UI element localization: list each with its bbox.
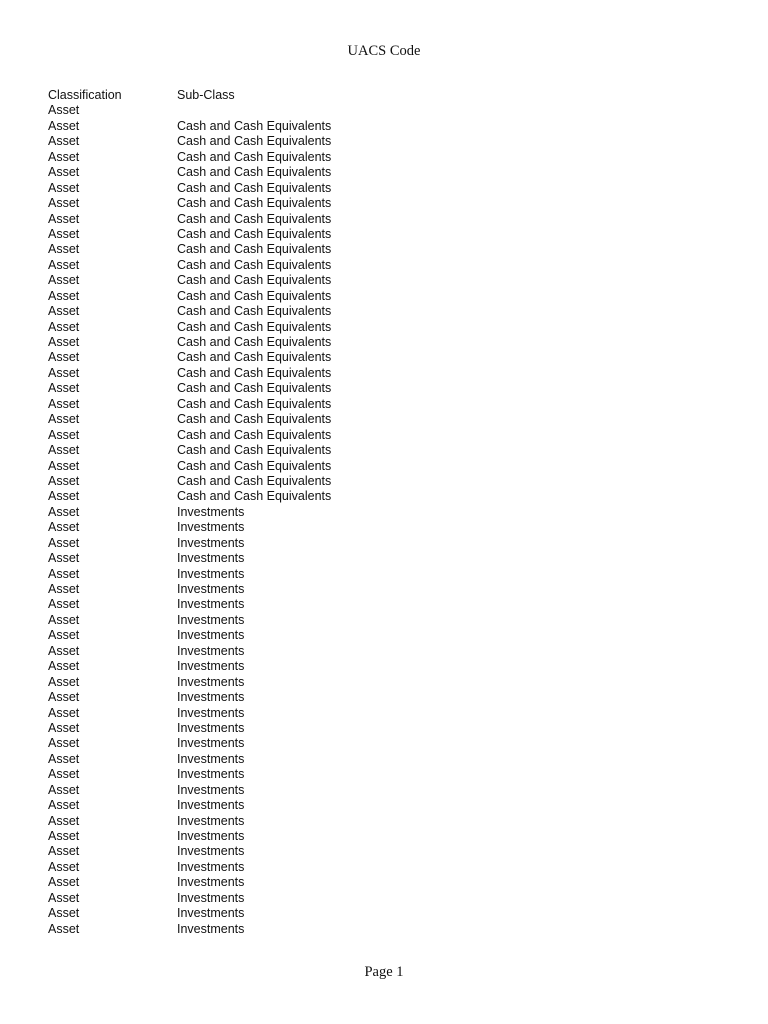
classification-cell: Asset xyxy=(48,458,80,473)
table-row xyxy=(48,891,728,906)
classification-cell: Asset xyxy=(48,535,80,550)
table-row xyxy=(48,227,728,242)
sub-class-cell: Cash and Cash Equivalents xyxy=(177,134,332,149)
sub-class-cell: Cash and Cash Equivalents xyxy=(177,365,332,380)
classification-cell: Asset xyxy=(48,890,80,905)
sub-class-cell: Cash and Cash Equivalents xyxy=(177,319,332,334)
table-row xyxy=(48,212,728,227)
table-row xyxy=(48,659,728,674)
table-row xyxy=(48,196,728,211)
classification-cell: Asset xyxy=(48,906,80,921)
classification-cell: Asset xyxy=(48,196,80,211)
sub-class-cell: Cash and Cash Equivalents xyxy=(177,288,332,303)
sub-class-cell: Cash and Cash Equivalents xyxy=(177,473,332,488)
classification-cell: Asset xyxy=(48,551,80,566)
classification-cell: Asset xyxy=(48,798,80,813)
table-row xyxy=(48,289,728,304)
table-row xyxy=(48,103,728,118)
sub-class-cell: Investments xyxy=(177,643,245,658)
sub-class-cell: Investments xyxy=(177,875,245,890)
sub-class-cell: Investments xyxy=(177,751,245,766)
sub-class-cell: Cash and Cash Equivalents xyxy=(177,489,332,504)
sub-class-cell: Cash and Cash Equivalents xyxy=(177,350,332,365)
table-row xyxy=(48,706,728,721)
classification-cell: Asset xyxy=(48,365,80,380)
classification-cell: Asset xyxy=(48,381,80,396)
classification-cell: Asset xyxy=(48,720,80,735)
column-header-classification: Classification xyxy=(48,88,122,102)
sub-class-cell: Investments xyxy=(177,890,245,905)
sub-class-cell: Cash and Cash Equivalents xyxy=(177,458,332,473)
sub-class-cell: Investments xyxy=(177,705,245,720)
table-header-row xyxy=(48,88,728,103)
table-row xyxy=(48,736,728,751)
classification-cell: Asset xyxy=(48,489,80,504)
classification-cell: Asset xyxy=(48,690,80,705)
sub-class-cell: Investments xyxy=(177,844,245,859)
classification-cell: Asset xyxy=(48,859,80,874)
classification-cell: Asset xyxy=(48,103,80,118)
classification-cell: Asset xyxy=(48,211,80,226)
table-row xyxy=(48,304,728,319)
page-title: UACS Code xyxy=(347,43,421,59)
classification-cell: Asset xyxy=(48,396,80,411)
sub-class-cell: Cash and Cash Equivalents xyxy=(177,211,332,226)
sub-class-cell: Investments xyxy=(177,582,245,596)
table-row xyxy=(48,597,728,612)
classification-cell: Asset xyxy=(48,875,80,890)
sub-class-cell: Investments xyxy=(177,612,245,627)
classification-cell: Asset xyxy=(48,829,80,843)
table-row xyxy=(48,567,728,582)
sub-class-cell: Cash and Cash Equivalents xyxy=(177,196,332,211)
table-row xyxy=(48,443,728,458)
table-row xyxy=(48,844,728,859)
sub-class-cell: Cash and Cash Equivalents xyxy=(177,304,332,319)
sub-class-cell: Cash and Cash Equivalents xyxy=(177,335,332,349)
table-row xyxy=(48,690,728,705)
sub-class-cell xyxy=(177,103,728,118)
classification-cell: Asset xyxy=(48,582,80,596)
sub-class-cell: Cash and Cash Equivalents xyxy=(177,180,332,195)
classification-cell: Asset xyxy=(48,180,80,195)
classification-cell: Asset xyxy=(48,427,80,442)
sub-class-cell: Investments xyxy=(177,659,245,674)
table-row xyxy=(48,520,728,535)
table-row xyxy=(48,474,728,489)
table-row xyxy=(48,628,728,643)
classification-cell: Asset xyxy=(48,782,80,797)
table-row xyxy=(48,428,728,443)
table-row xyxy=(48,922,728,937)
table-row xyxy=(48,505,728,520)
table-row xyxy=(48,752,728,767)
classification-cell: Asset xyxy=(48,257,80,272)
table-row xyxy=(48,675,728,690)
sub-class-cell: Investments xyxy=(177,798,245,813)
classification-cell: Asset xyxy=(48,304,80,319)
sub-class-cell: Investments xyxy=(177,829,245,843)
table-row xyxy=(48,829,728,844)
table-row xyxy=(48,613,728,628)
sub-class-cell: Investments xyxy=(177,535,245,550)
classification-cell: Asset xyxy=(48,705,80,720)
table-row xyxy=(48,181,728,196)
classification-cell: Asset xyxy=(48,736,80,751)
sub-class-cell: Cash and Cash Equivalents xyxy=(177,242,332,257)
table-body xyxy=(48,103,728,937)
classification-cell: Asset xyxy=(48,288,80,303)
table-row xyxy=(48,459,728,474)
sub-class-cell: Investments xyxy=(177,566,245,581)
sub-class-cell: Cash and Cash Equivalents xyxy=(177,412,332,427)
sub-class-cell: Investments xyxy=(177,674,245,689)
classification-cell: Asset xyxy=(48,520,80,535)
sub-class-cell: Investments xyxy=(177,921,245,936)
table-row xyxy=(48,273,728,288)
sub-class-cell: Investments xyxy=(177,906,245,921)
classification-cell: Asset xyxy=(48,118,80,133)
sub-class-cell: Investments xyxy=(177,736,245,751)
sub-class-cell: Cash and Cash Equivalents xyxy=(177,165,332,180)
sub-class-cell: Cash and Cash Equivalents xyxy=(177,273,332,288)
classification-cell: Asset xyxy=(48,149,80,164)
sub-class-cell: Cash and Cash Equivalents xyxy=(177,381,332,396)
classification-cell: Asset xyxy=(48,242,80,257)
sub-class-cell: Investments xyxy=(177,520,245,535)
classification-cell: Asset xyxy=(48,226,80,241)
classification-cell: Asset xyxy=(48,566,80,581)
sub-class-cell: Cash and Cash Equivalents xyxy=(177,226,332,241)
classification-cell: Asset xyxy=(48,350,80,365)
sub-class-cell: Investments xyxy=(177,767,245,782)
sub-class-cell: Cash and Cash Equivalents xyxy=(177,427,332,442)
table-row xyxy=(48,242,728,257)
classification-cell: Asset xyxy=(48,443,80,458)
classification-cell: Asset xyxy=(48,659,80,674)
table-row xyxy=(48,381,728,396)
classification-cell: Asset xyxy=(48,628,80,643)
classification-cell: Asset xyxy=(48,612,80,627)
table-row xyxy=(48,798,728,813)
table-row xyxy=(48,150,728,165)
sub-class-cell: Investments xyxy=(177,859,245,874)
sub-class-cell: Investments xyxy=(177,690,245,705)
sub-class-cell: Investments xyxy=(177,720,245,735)
table-row xyxy=(48,536,728,551)
classification-cell: Asset xyxy=(48,412,80,427)
table-row xyxy=(48,860,728,875)
table-row xyxy=(48,412,728,427)
table-row xyxy=(48,875,728,890)
table-row xyxy=(48,397,728,412)
classification-cell: Asset xyxy=(48,335,80,349)
table-row xyxy=(48,350,728,365)
sub-class-cell: Investments xyxy=(177,813,245,828)
sub-class-cell: Investments xyxy=(177,628,245,643)
table-row xyxy=(48,489,728,504)
classification-cell: Asset xyxy=(48,273,80,288)
table-row xyxy=(48,551,728,566)
table-row xyxy=(48,783,728,798)
table-row xyxy=(48,814,728,829)
classification-cell: Asset xyxy=(48,319,80,334)
sub-class-cell: Cash and Cash Equivalents xyxy=(177,118,332,133)
classification-cell: Asset xyxy=(48,134,80,149)
classification-cell: Asset xyxy=(48,165,80,180)
classification-cell: Asset xyxy=(48,504,80,519)
table-row xyxy=(48,320,728,335)
classification-cell: Asset xyxy=(48,674,80,689)
table-row xyxy=(48,767,728,782)
classification-cell: Asset xyxy=(48,751,80,766)
table-row xyxy=(48,165,728,180)
classification-cell: Asset xyxy=(48,813,80,828)
sub-class-cell: Cash and Cash Equivalents xyxy=(177,257,332,272)
sub-class-cell: Cash and Cash Equivalents xyxy=(177,443,332,458)
classification-cell: Asset xyxy=(48,844,80,859)
sub-class-cell: Investments xyxy=(177,597,245,612)
table-row xyxy=(48,644,728,659)
sub-class-cell: Investments xyxy=(177,782,245,797)
classification-cell: Asset xyxy=(48,473,80,488)
classification-cell: Asset xyxy=(48,921,80,936)
classification-cell: Asset xyxy=(48,643,80,658)
table-row xyxy=(48,258,728,273)
table-row xyxy=(48,906,728,921)
sub-class-cell: Cash and Cash Equivalents xyxy=(177,149,332,164)
table-row xyxy=(48,366,728,381)
uacs-table xyxy=(48,88,728,937)
column-header-sub-class: Sub-Class xyxy=(177,88,235,102)
table-row xyxy=(48,134,728,149)
page-number: Page 1 xyxy=(364,964,404,980)
sub-class-cell: Investments xyxy=(177,551,245,566)
table-row xyxy=(48,119,728,134)
sub-class-cell: Cash and Cash Equivalents xyxy=(177,396,332,411)
sub-class-cell: Investments xyxy=(177,504,245,519)
classification-cell: Asset xyxy=(48,597,80,612)
classification-cell: Asset xyxy=(48,767,80,782)
table-row xyxy=(48,335,728,350)
table-row xyxy=(48,582,728,597)
table-row xyxy=(48,721,728,736)
